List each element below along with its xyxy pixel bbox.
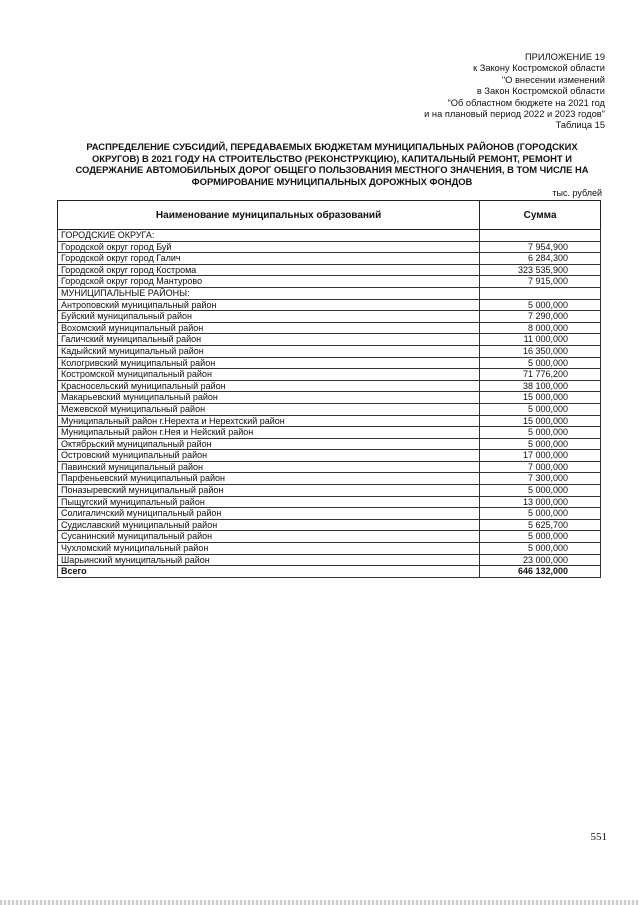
- appendix-line: ПРИЛОЖЕНИЕ 19: [525, 52, 605, 62]
- subsidy-amount: 5 000,000: [480, 299, 601, 311]
- table-row: [58, 264, 601, 276]
- subsidy-amount: 8 000,000: [480, 322, 601, 334]
- subsidy-amount: 5 000,000: [480, 543, 601, 555]
- table-row: [58, 485, 601, 497]
- municipality-name: Павинский муниципальный район: [58, 461, 480, 473]
- subsidy-amount: 5 625,700: [480, 519, 601, 531]
- municipality-name: Городской округ город Галич: [58, 253, 480, 265]
- municipality-name: Парфеньевский муниципальный район: [58, 473, 480, 485]
- subsidy-amount: 71 776,200: [480, 369, 601, 381]
- table-row: [58, 334, 601, 346]
- municipality-name: Чухломский муниципальный район: [58, 543, 480, 555]
- municipality-name: Кологривский муниципальный район: [58, 357, 480, 369]
- subsidy-amount: 15 000,000: [480, 415, 601, 427]
- table-row: [58, 345, 601, 357]
- appendix-line: Таблица 15: [555, 120, 605, 131]
- subsidy-amount: 7 300,000: [480, 473, 601, 485]
- subsidy-amount: 5 000,000: [480, 508, 601, 520]
- scan-edge: [0, 900, 639, 905]
- table-row: [58, 380, 601, 392]
- table-row: [58, 543, 601, 555]
- table-row: [58, 299, 601, 311]
- total-label: Всего: [58, 566, 480, 578]
- subsidy-amount: [480, 287, 601, 299]
- municipality-name: Кадыйский муниципальный район: [58, 345, 480, 357]
- municipality-name: Солигаличский муниципальный район: [58, 508, 480, 520]
- table-row: [58, 531, 601, 543]
- table-row: [58, 230, 601, 242]
- subsidy-amount: 7 000,000: [480, 461, 601, 473]
- subsidy-amount: 5 000,000: [480, 357, 601, 369]
- table-row: [58, 508, 601, 520]
- subsidy-amount: 7 954,900: [480, 241, 601, 253]
- table-row: [58, 322, 601, 334]
- subsidy-amount: 17 000,000: [480, 450, 601, 462]
- subsidy-amount: 23 000,000: [480, 554, 601, 566]
- municipality-name: Буйский муниципальный район: [58, 311, 480, 323]
- municipality-name: Сусанинский муниципальный район: [58, 531, 480, 543]
- subsidy-amount: 11 000,000: [480, 334, 601, 346]
- table-row: [58, 519, 601, 531]
- table-row: [58, 276, 601, 288]
- subsidy-amount: 7 290,000: [480, 311, 601, 323]
- municipality-name: Городской округ город Мантурово: [58, 276, 480, 288]
- subsidy-amount: 5 000,000: [480, 427, 601, 439]
- subsidy-amount: 323 535,900: [480, 264, 601, 276]
- subsidy-amount: 5 000,000: [480, 403, 601, 415]
- column-header-name: Наименование муниципальных образований: [58, 201, 480, 230]
- appendix-line: к Закону Костромской области: [473, 63, 605, 74]
- municipality-name: Городской округ город Кострома: [58, 264, 480, 276]
- municipality-name: Городской округ город Буй: [58, 241, 480, 253]
- total-amount: 646 132,000: [480, 566, 601, 578]
- subsidy-amount: 7 915,000: [480, 276, 601, 288]
- municipality-name: Галичский муниципальный район: [58, 334, 480, 346]
- appendix-line: "О внесении изменений: [501, 74, 605, 85]
- subsidy-amount: 13 000,000: [480, 496, 601, 508]
- table-row: [58, 496, 601, 508]
- appendix-line: в Закон Костромской области: [476, 86, 605, 97]
- page-number: 551: [590, 831, 607, 843]
- table-row: [58, 554, 601, 566]
- subsidy-amount: 15 000,000: [480, 392, 601, 404]
- table-row: [58, 415, 601, 427]
- document-title: РАСПРЕДЕЛЕНИЕ СУБСИДИЙ, ПЕРЕДАВАЕМЫХ БЮДЖЕТАМ МУНИЦИПАЛЬНЫХ РАЙОНОВ (ГОРОДСКИХ ОКРУГОВ) В 2021 ГОДУ НА СТРОИТЕЛЬСТВО (РЕКОНСТРУКЦИЮ), КАПИТАЛЬНЫЙ РЕМОНТ, РЕМОНТ И СОДЕРЖАНИЕ АВТОМОБИЛЬНЫХ ДОРОГ ОБЩЕГО ПОЛЬЗОВАНИЯ МЕСТНОГО ЗНАЧЕНИЯ, В ТОМ ЧИСЛЕ НА ФОРМИРОВАНИЕ МУНИЦИПАЛЬНЫХ ДОРОЖНЫХ ФОНДОВ: [75, 141, 589, 187]
- table-row: [58, 253, 601, 265]
- subsidy-amount: 5 000,000: [480, 531, 601, 543]
- subsidies-table: [57, 200, 601, 578]
- appendix-line: и на плановый период 2022 и 2023 годов": [424, 109, 605, 120]
- table-row: [58, 369, 601, 381]
- table-row: [58, 450, 601, 462]
- municipality-name: Вохомский муниципальный район: [58, 322, 480, 334]
- table-row: [58, 241, 601, 253]
- municipality-name: Костромской муниципальный район: [58, 369, 480, 381]
- municipality-name: Макарьевский муниципальный район: [58, 392, 480, 404]
- subsidy-amount: 16 350,000: [480, 345, 601, 357]
- municipality-name: Шарьинский муниципальный район: [58, 554, 480, 566]
- table-row: [58, 403, 601, 415]
- municipality-name: Антроповский муниципальный район: [58, 299, 480, 311]
- municipality-name: Муниципальный район г.Нея и Нейский район: [58, 427, 480, 439]
- table-header-row: [58, 201, 601, 230]
- table-row: [58, 427, 601, 439]
- table-row: [58, 438, 601, 450]
- subsidy-amount: [480, 230, 601, 242]
- table-row: [58, 357, 601, 369]
- subsidy-amount: 38 100,000: [480, 380, 601, 392]
- municipality-name: ГОРОДСКИЕ ОКРУГА:: [58, 230, 480, 242]
- table-row: [58, 461, 601, 473]
- appendix-header: [424, 52, 605, 132]
- units-label: тыс. рублей: [552, 188, 602, 198]
- table-total-row: [58, 566, 601, 578]
- municipality-name: Октябрьский муниципальный район: [58, 438, 480, 450]
- subsidy-amount: 5 000,000: [480, 438, 601, 450]
- municipality-name: Муниципальный район г.Нерехта и Нерехтский район: [58, 415, 480, 427]
- municipality-name: Красносельский муниципальный район: [58, 380, 480, 392]
- subsidy-amount: 6 284,300: [480, 253, 601, 265]
- subsidy-amount: 5 000,000: [480, 485, 601, 497]
- table-row: [58, 287, 601, 299]
- table-row: [58, 311, 601, 323]
- municipality-name: Судиславский муниципальный район: [58, 519, 480, 531]
- municipality-name: Поназыревский муниципальный район: [58, 485, 480, 497]
- municipality-name: Межевской муниципальный район: [58, 403, 480, 415]
- column-header-sum: Сумма: [480, 201, 601, 230]
- table-body: [58, 230, 601, 578]
- municipality-name: Пыщугский муниципальный район: [58, 496, 480, 508]
- table-row: [58, 392, 601, 404]
- appendix-line: "Об областном бюджете на 2021 год: [447, 97, 605, 108]
- table-row: [58, 473, 601, 485]
- municipality-name: Островский муниципальный район: [58, 450, 480, 462]
- municipality-name: МУНИЦИПАЛЬНЫЕ РАЙОНЫ:: [58, 287, 480, 299]
